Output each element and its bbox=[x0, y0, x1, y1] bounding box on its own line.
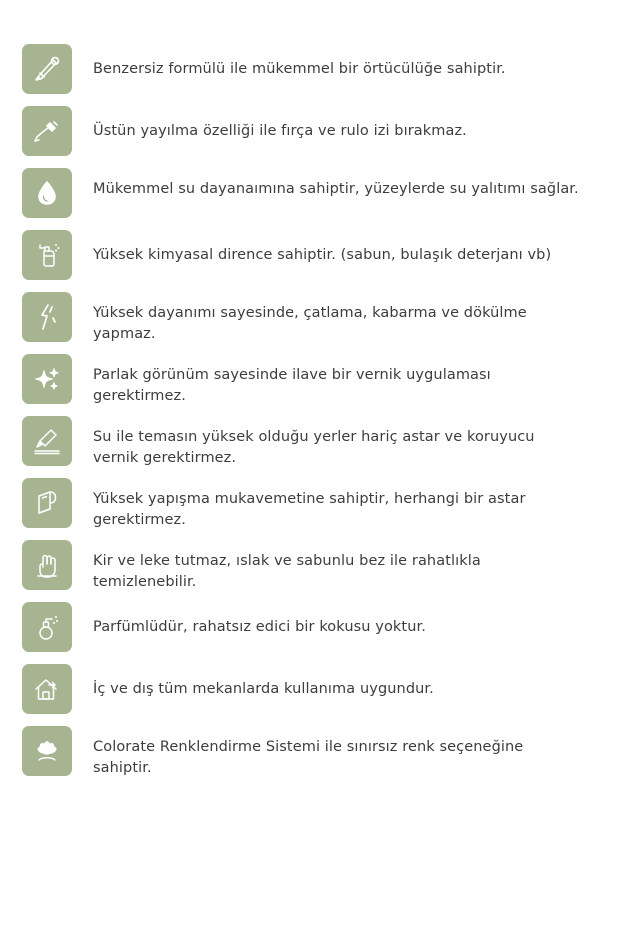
feature-text: Yüksek yapışma mukavemetine sahiptir, herhangi bir astar gerektirmez. bbox=[93, 491, 526, 529]
feature-text: Yüksek dayanımı sayesinde, çatlama, kabarma ve dökülme yapmaz. bbox=[93, 305, 527, 343]
color-palette-flower-icon bbox=[22, 726, 72, 776]
paint-brush-icon bbox=[22, 106, 72, 156]
list-item bbox=[22, 664, 598, 726]
list-item bbox=[22, 354, 598, 416]
feature-text: Parfümlüdür, rahatsız edici bir kokusu yoktur. bbox=[93, 619, 426, 635]
water-drop-icon bbox=[22, 168, 72, 218]
list-item bbox=[22, 44, 598, 106]
house-indoor-outdoor-icon bbox=[22, 664, 72, 714]
sparkle-shine-icon bbox=[22, 354, 72, 404]
feature-text: Kir ve leke tutmaz, ıslak ve sabunlu bez ile rahatlıkla temizlenebilir. bbox=[93, 553, 481, 591]
list-item bbox=[22, 106, 598, 168]
list-item bbox=[22, 602, 598, 664]
list-item bbox=[22, 726, 598, 788]
list-item bbox=[22, 478, 598, 540]
feature-text: İç ve dış tüm mekanlarda kullanıma uygundur. bbox=[93, 681, 434, 697]
feature-text: Benzersiz formülü ile mükemmel bir örtücülüğe sahiptir. bbox=[93, 61, 506, 77]
feature-text: Üstün yayılma özelliği ile fırça ve rulo izi bırakmaz. bbox=[93, 123, 467, 139]
paint-roller-icon bbox=[22, 44, 72, 94]
feature-text: Colorate Renklendirme Sistemi ile sınırsız renk seçeneğine sahiptir. bbox=[93, 739, 524, 777]
hand-clean-icon bbox=[22, 540, 72, 590]
list-item bbox=[22, 416, 598, 478]
feature-text: Yüksek kimyasal dirence sahiptir. (sabun, bulaşık deterjanı vb) bbox=[93, 247, 552, 263]
feature-text: Parlak görünüm sayesinde ilave bir vernik uygulaması gerektirmez. bbox=[93, 367, 491, 405]
list-item bbox=[22, 540, 598, 602]
feature-text: Mükemmel su dayanaımına sahiptir, yüzeylerde su yalıtımı sağlar. bbox=[93, 181, 579, 197]
feature-text: Su ile temasın yüksek olduğu yerler hariç astar ve koruyucu vernik gerektirmez. bbox=[93, 429, 535, 467]
varnish-brush-icon bbox=[22, 416, 72, 466]
adhesion-peel-icon bbox=[22, 478, 72, 528]
spray-bottle-icon bbox=[22, 230, 72, 280]
list-item bbox=[22, 168, 598, 230]
feature-list bbox=[22, 44, 598, 788]
list-item bbox=[22, 292, 598, 354]
crack-resistance-icon bbox=[22, 292, 72, 342]
list-item bbox=[22, 230, 598, 292]
perfume-spray-icon bbox=[22, 602, 72, 652]
